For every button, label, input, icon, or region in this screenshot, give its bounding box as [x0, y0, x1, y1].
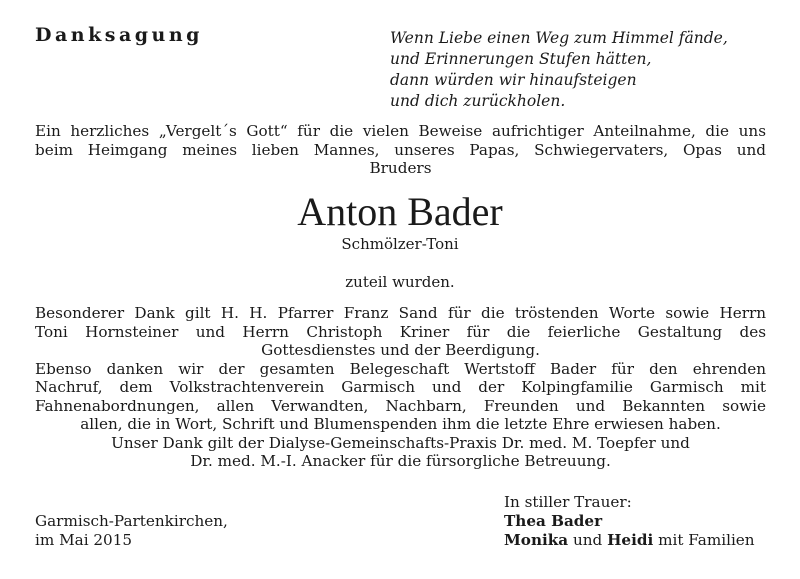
widow-name: Thea Bader [504, 512, 603, 530]
child-name-monika: Monika [504, 531, 569, 549]
intro-line: Ein herzliches „Vergelt´s Gott“ für die vielen Beweise aufrichtiger Anteilnahme, die uns [35, 122, 766, 140]
poem-line: dann würden wir hinaufsteigen [390, 71, 637, 89]
heading-danksagung: Danksagung [35, 24, 203, 46]
intro-line: beim Heimgang meines lieben Mannes, unseres Papas, Schwiegervaters, Opas und [35, 140, 766, 159]
place-date-text: im Mai 2015 [35, 531, 133, 549]
deceased-name: Anton Bader [297, 189, 503, 234]
intro-paragraph [35, 122, 766, 178]
received-line: zuteil wurden. [345, 273, 455, 291]
poem-line: und dich zurückholen. [390, 92, 566, 110]
thanks-line: Nachruf, dem Volkstrachtenverein Garmisch und der Kolpingfamilie Garmisch mit [35, 378, 766, 396]
with-families: mit Familien [658, 531, 755, 549]
thanks-line: Toni Hornsteiner und Herrn Christoph Kriner für die feierliche Gestaltung des [35, 322, 766, 341]
thanks-paragraph [35, 304, 766, 471]
deceased-nickname: Schmölzer-Toni [341, 235, 459, 253]
intro-line: Bruders [369, 159, 432, 177]
and-word: und [572, 531, 603, 549]
thanks-line: Gottesdienstes und der Beerdigung. [261, 341, 540, 359]
thanks-line: Dr. med. M.-I. Anacker für die fürsorgliche Betreuung. [190, 452, 611, 470]
place-date [35, 512, 228, 550]
thanks-line: Unser Dank gilt der Dialyse-Gemeinschafts-Praxis Dr. med. M. Toepfer und [111, 433, 690, 452]
place-city: Garmisch-Partenkirchen, [35, 512, 228, 530]
thanks-line: Besonderer Dank gilt H. H. Pfarrer Franz Sand für die tröstenden Worte sowie Herrn [35, 304, 766, 322]
mourning-signature [504, 493, 755, 550]
poem-line: und Erinnerungen Stufen hätten, [390, 50, 652, 68]
child-name-heidi: Heidi [607, 531, 654, 549]
poem [390, 28, 728, 112]
thanks-line: allen, die in Wort, Schrift und Blumenspenden ihm die letzte Ehre erwiesen haben. [80, 415, 721, 433]
mourning-label: In stiller Trauer: [504, 493, 632, 511]
thanks-line: Fahnenabordnungen, allen Verwandten, Nachbarn, Freunden und Bekannten sowie [35, 396, 766, 415]
thanks-line: Ebenso danken wir der gesamten Belegeschaft Wertstoff Bader für den ehrenden [35, 359, 766, 378]
poem-line: Wenn Liebe einen Weg zum Himmel fände, [390, 29, 728, 47]
